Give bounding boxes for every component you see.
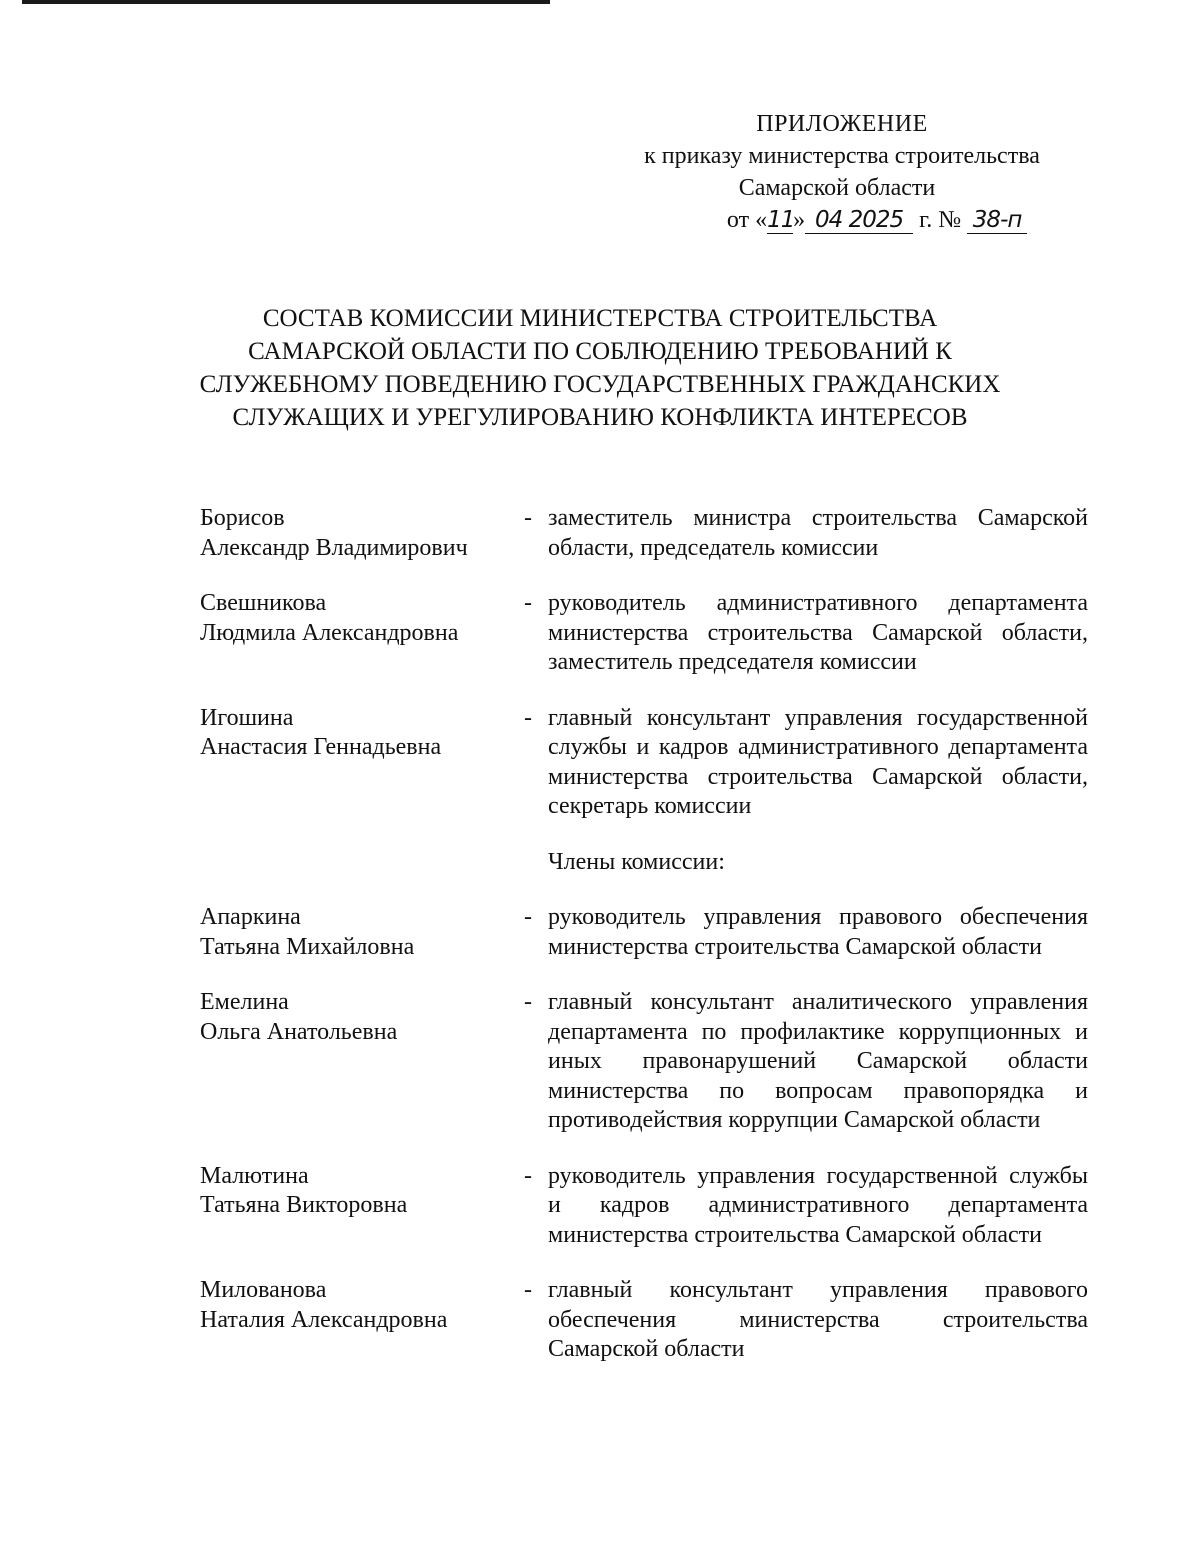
member-name: [200, 1276, 508, 1365]
member-surname: Игошина: [200, 704, 294, 731]
member-given-names: Анастасия Геннадьевна: [200, 734, 442, 760]
member-surname: Малютина: [200, 1162, 309, 1189]
member-role: заместитель министра строительства Самарской области, председатель комиссии: [548, 505, 1088, 561]
order-reference-line-2: Самарской области: [738, 175, 936, 201]
commission-members-list: [0, 504, 1200, 1365]
appendix-title: ПРИЛОЖЕНИЕ: [756, 111, 928, 137]
member-given-names: Людмила Александровна: [200, 619, 459, 646]
separator-dash: -: [524, 590, 532, 616]
member-row-chair: [0, 504, 1200, 563]
member-name: [200, 504, 508, 563]
date-suffix: г. №: [919, 207, 962, 233]
member-role: руководитель управления правового обеспечения министерства строительства Самарской области: [548, 904, 1088, 960]
order-month-year: 04 2025: [805, 207, 913, 234]
date-separator: »: [793, 207, 806, 233]
member-role: главный консультант управления правового обеспечения министерства строительства Самарской области: [548, 1277, 1088, 1362]
date-prefix: от «: [726, 207, 768, 233]
member-role: главный консультант управления государственной службы и кадров административного департамента министерства строительства Самарской области, секретарь комиссии: [548, 704, 1088, 819]
order-reference-line-1: к приказу министерства строительства: [644, 143, 1040, 169]
title-line-2: САМАРСКОЙ ОБЛАСТИ ПО СОБЛЮДЕНИЮ ТРЕБОВАНИЙ К: [248, 338, 952, 365]
members-heading: Члены комиссии:: [548, 848, 725, 875]
member-row: [0, 1276, 1200, 1365]
separator-dash: -: [524, 904, 532, 930]
title-line-3: СЛУЖЕБНОМУ ПОВЕДЕНИЮ ГОСУДАРСТВЕННЫХ ГРАЖДАНСКИХ: [199, 371, 1001, 398]
member-row-deputy-chair: [0, 589, 1200, 678]
member-name: [200, 988, 508, 1136]
member-name: [200, 704, 508, 822]
member-given-names: Александр Владимирович: [200, 534, 468, 561]
member-surname: Апаркина: [200, 904, 301, 930]
order-date-number-line: [652, 204, 1102, 236]
separator-dash: -: [524, 505, 532, 531]
scan-edge-artifact: [22, 0, 550, 4]
member-surname: Свешникова: [200, 590, 327, 616]
member-role: главный консультант аналитического управления департамента по профилактике коррупционных и иных правонарушений Самарской области министерства по вопросам правопорядка и противодействия коррупции Самарской области: [548, 989, 1088, 1133]
order-number: 38-п: [967, 207, 1027, 234]
member-row-secretary: [0, 704, 1200, 822]
title-line-4: СЛУЖАЩИХ И УРЕГУЛИРОВАНИЮ КОНФЛИКТА ИНТЕРЕСОВ: [232, 404, 968, 431]
member-row: [0, 988, 1200, 1136]
separator-dash: -: [524, 1277, 532, 1303]
member-surname: Милованова: [200, 1277, 327, 1303]
member-given-names: Ольга Анатольевна: [200, 1018, 398, 1045]
member-name: [200, 589, 508, 678]
member-role: руководитель административного департамента министерства строительства Самарской области, заместитель председателя комиссии: [548, 590, 1088, 675]
member-given-names: Татьяна Викторовна: [200, 1192, 408, 1218]
title-line-1: СОСТАВ КОМИССИИ МИНИСТЕРСТВА СТРОИТЕЛЬСТВА: [262, 305, 938, 332]
member-role: руководитель управления государственной службы и кадров административного департамента министерства строительства Самарской области: [548, 1162, 1088, 1248]
separator-dash: -: [524, 989, 532, 1015]
separator-dash: -: [524, 704, 532, 731]
separator-dash: -: [524, 1162, 532, 1189]
member-surname: Емелина: [200, 989, 289, 1015]
appendix-header: [582, 108, 1102, 236]
member-surname: Борисов: [200, 505, 285, 531]
member-given-names: Наталия Александровна: [200, 1306, 448, 1333]
member-name: [200, 1162, 508, 1251]
document-title: [150, 302, 1050, 434]
member-row: [0, 1162, 1200, 1251]
member-given-names: Татьяна Михайловна: [200, 933, 415, 960]
member-row: [0, 903, 1200, 962]
order-day: 11: [767, 207, 795, 233]
member-name: [200, 903, 508, 962]
